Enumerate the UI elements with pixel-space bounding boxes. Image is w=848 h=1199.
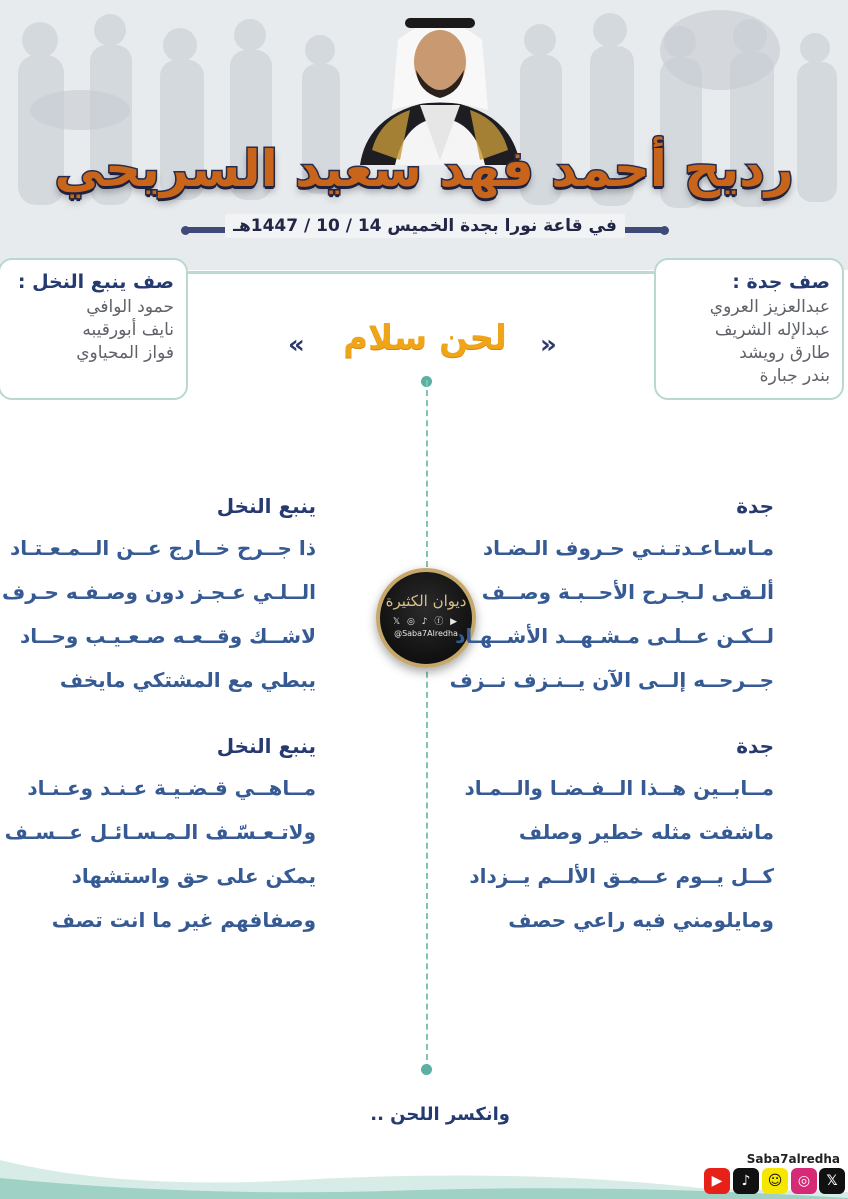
tiktok-icon[interactable]: ♪ [733, 1168, 759, 1194]
stanza-yanbu-1 [2, 486, 316, 702]
verses-yanbu-column [2, 486, 316, 932]
team-box-yanbu [0, 258, 188, 400]
social-icons [700, 1168, 844, 1196]
verse-line: يمكن على حق واستشهاد [71, 864, 316, 888]
divider-dot-bottom [421, 1064, 432, 1075]
youtube-icon[interactable]: ▶ [704, 1168, 730, 1194]
verses-jeddah-column [440, 486, 774, 932]
speaker-label: ينبع النخل [216, 734, 316, 758]
instagram-icon[interactable]: ◎ [791, 1168, 817, 1194]
footer-handle: Saba7alredha [746, 1152, 840, 1166]
verse-line: الــلـي عـجـز دون وصـفـه حـرف [2, 580, 316, 604]
stanza-jeddah-2 [440, 726, 774, 942]
header-banner [0, 0, 848, 270]
verse-line: كــل يــوم عــمـق الألــم يــزداد [469, 864, 774, 888]
verse-line: ذا جــرح خــارج عــن الــمـعـتـاد [10, 536, 316, 560]
verse-line: جــرحــه إلــى الآن يــنـزف نــزف [449, 668, 774, 692]
speaker-label: جدة [736, 734, 774, 758]
team-member: طارق رويشد [739, 343, 830, 363]
stanza-jeddah-1 [440, 486, 774, 702]
page-title: رديح أحمد فهد سعيد السريحي [54, 140, 794, 198]
x-icon[interactable]: 𝕏 [819, 1168, 845, 1194]
speaker-label: جدة [736, 494, 774, 518]
badge-handle: @Saba7Alredha [394, 629, 458, 638]
team-member: نايف أبورقيبه [82, 320, 174, 340]
speaker-label: ينبع النخل [216, 494, 316, 518]
verse-line: ولاتـعـسّـف الـمـسـائـل عــسـف [4, 820, 316, 844]
team-title-jeddah: صف جدة : [732, 271, 830, 293]
team-connector-line [186, 271, 656, 274]
team-member: بندر جبارة [759, 366, 830, 386]
stanza-yanbu-2 [4, 726, 316, 942]
verse-line: ألـقـى لـجـرح الأحــبـة وصــف [481, 580, 774, 604]
team-member: فواز المحياوي [76, 343, 174, 363]
team-member: حمود الوافي [86, 297, 174, 317]
badge-social-icons: 𝕏 ◎ ♪ ⓕ ▶ [392, 617, 460, 627]
close-quote: » [288, 330, 305, 360]
verse-line: مـاسـاعـدتـنـي حـروف الـضـاد [482, 536, 774, 560]
verse-line: مــاهــي قـضـيـة عـنـد وعـنـاد [27, 776, 316, 800]
verse-line: لاشــك وقــعـه صـعـيـب وحــاد [20, 624, 316, 648]
verse-line: مــابــين هــذا الــفـضـا والــمـاد [464, 776, 774, 800]
snapchat-icon[interactable]: ☺ [762, 1168, 788, 1194]
verse-line: وصفافهم غير ما انت تصف [51, 908, 316, 932]
verse-line: يبطي مع المشتكي مايخف [59, 668, 316, 692]
lahn-title: لحن سلام [343, 318, 507, 358]
open-quote: « [540, 330, 557, 360]
ending-text: وانكسر اللحن .. [370, 1104, 510, 1125]
verse-line: لــكـن عــلـى مـشـهــد الأشــهـاد [455, 624, 774, 648]
event-details: في قاعة نورا بجدة الخميس 14 / 10 / 1447هـ [225, 214, 625, 238]
team-title-yanbu: صف ينبع النخل : [17, 271, 174, 293]
verse-line: ومايلومني فيه راعي حصف [508, 908, 774, 932]
team-member: عبدالإله الشريف [714, 320, 830, 340]
center-divider [426, 380, 428, 1070]
team-box-jeddah [654, 258, 844, 400]
badge-name: ديوان الكثيرة [385, 592, 467, 610]
team-member: عبدالعزيز العروي [709, 297, 830, 317]
verse-line: ماشفت مثله خطير وصلف [518, 820, 774, 844]
